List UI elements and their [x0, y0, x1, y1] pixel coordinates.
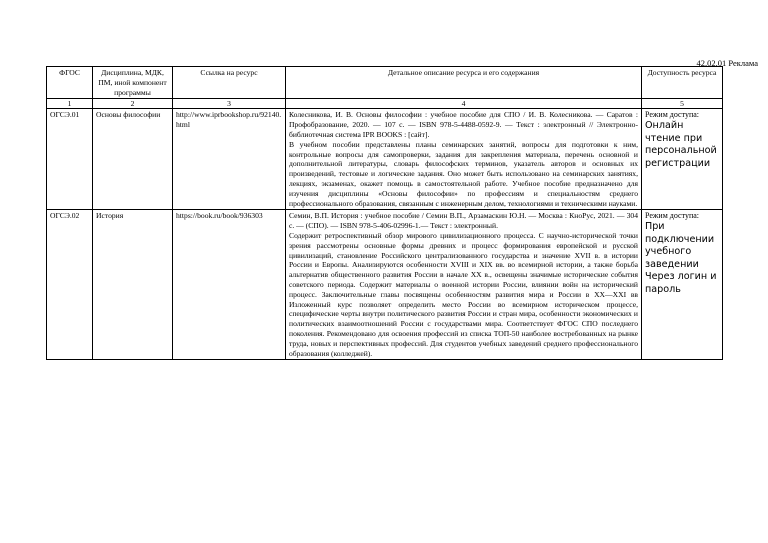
- column-number: 4: [286, 99, 642, 109]
- header-discipline: Дисциплина, МДК, ПМ, иной компонент программы: [93, 67, 173, 99]
- header-fgos: ФГОС: [47, 67, 93, 99]
- access-label: Режим доступа:: [645, 110, 700, 120]
- header-access: Доступность ресурса: [642, 67, 723, 99]
- column-number-row: [47, 99, 723, 109]
- access-info: [642, 109, 723, 210]
- program-code: 42.02.01 Реклама: [696, 58, 758, 68]
- fgos-code: ОГСЭ.02: [47, 210, 93, 360]
- table-row: [47, 210, 723, 360]
- header-link: Ссылка на ресурс: [173, 67, 286, 99]
- table-row: [47, 109, 723, 210]
- resources-table: [46, 66, 723, 360]
- resource-description: [286, 210, 642, 360]
- header-description: Детальное описание ресурса и его содержания: [286, 67, 642, 99]
- fgos-code: ОГСЭ.01: [47, 109, 93, 210]
- access-value: Онлайн чтение при персональной регистрации: [645, 120, 717, 169]
- access-label: Режим доступа:: [645, 211, 700, 221]
- discipline-name: Основы философии: [93, 109, 173, 210]
- resource-description: [286, 109, 642, 210]
- column-number: 2: [93, 99, 173, 109]
- resource-link[interactable]: https://book.ru/book/936303: [173, 210, 286, 360]
- resource-link[interactable]: http://www.iprbookshop.ru/92140.html: [173, 109, 286, 210]
- column-number: 5: [642, 99, 723, 109]
- resource-summary: В учебном пособии представлены планы семинарских занятий, вопросы для подготовки к ним, контрольные вопросы для самопроверки, задания для закрепления материала, перечень основной и дополнительной литературы, словарь философских терминов, указатель авторов и основных их произведений, тестовые и логические задания. Оно может быть использовано на семинарских занятиях, лекциях, экзаменах, окажет помощь в самостоятельной работе. Учебное пособие предназначено для изучения дисциплины «Основы философии» по профессиям и специальностям среднего профессионального образования, связанным с инженерным делом, технологиями и техническими науками.: [289, 139, 638, 208]
- column-number: 3: [173, 99, 286, 109]
- header-row: [47, 67, 723, 99]
- bibliographic-citation: Семин, В.П. История : учебное пособие / Семин В.П., Арзамаскин Ю.Н. — Москва : КноРус, 2021. — 304 с. — (СПО). — ISBN 978-5-406-02996-1.— Текст : электронный.: [289, 211, 638, 231]
- discipline-name: История: [93, 210, 173, 360]
- access-info: [642, 210, 723, 360]
- column-number: 1: [47, 99, 93, 109]
- access-value: При подключении учебного заведении Через логин и пароль: [645, 221, 717, 295]
- bibliographic-citation: Колесникова, И. В. Основы философии : учебное пособие для СПО / И. В. Колесникова. — Саратов : Профобразование, 2020. — 107 c. — ISBN 978-5-4488-0592-9. — Текст : электронный // Электронно-библиотечная система IPR BOOKS : [сайт].: [289, 110, 638, 139]
- resource-summary: Содержит ретроспективный обзор мирового цивилизационного процесса. С научно-исторической точки зрения рассмотрены основные формы древних и процесс формирования европейской и русской цивилизаций, становление Российского централизованного государства и значение XVII в. в истории России и Европы. Анализируются особенности XVIII и XIX вв. во всемирной истории, а также борьба альтернатив общественного развития России в начале XX в., освещены значимые исторические события советского периода. Содержит материалы о военной истории России, влиянии войн на исторический процесс. Заключительные главы посвящены особенностям развития мира и России в XX—XXI вв Изложенный курс позволяет определить место России во всемирном историческом процессе, специфические черты внутри политического развития России и стран мира, особенности экономических и политических взаимоотношений России с государствами мира. Соответствует ФГОС СПО последнего поколения. Рекомендовано для освоения профессий из списка ТОП-50 наиболее востребованных на рынке труда, новых и перспективных профессий. Для студентов учебных заведений среднего профессионального образования (колледжей).: [289, 230, 638, 358]
